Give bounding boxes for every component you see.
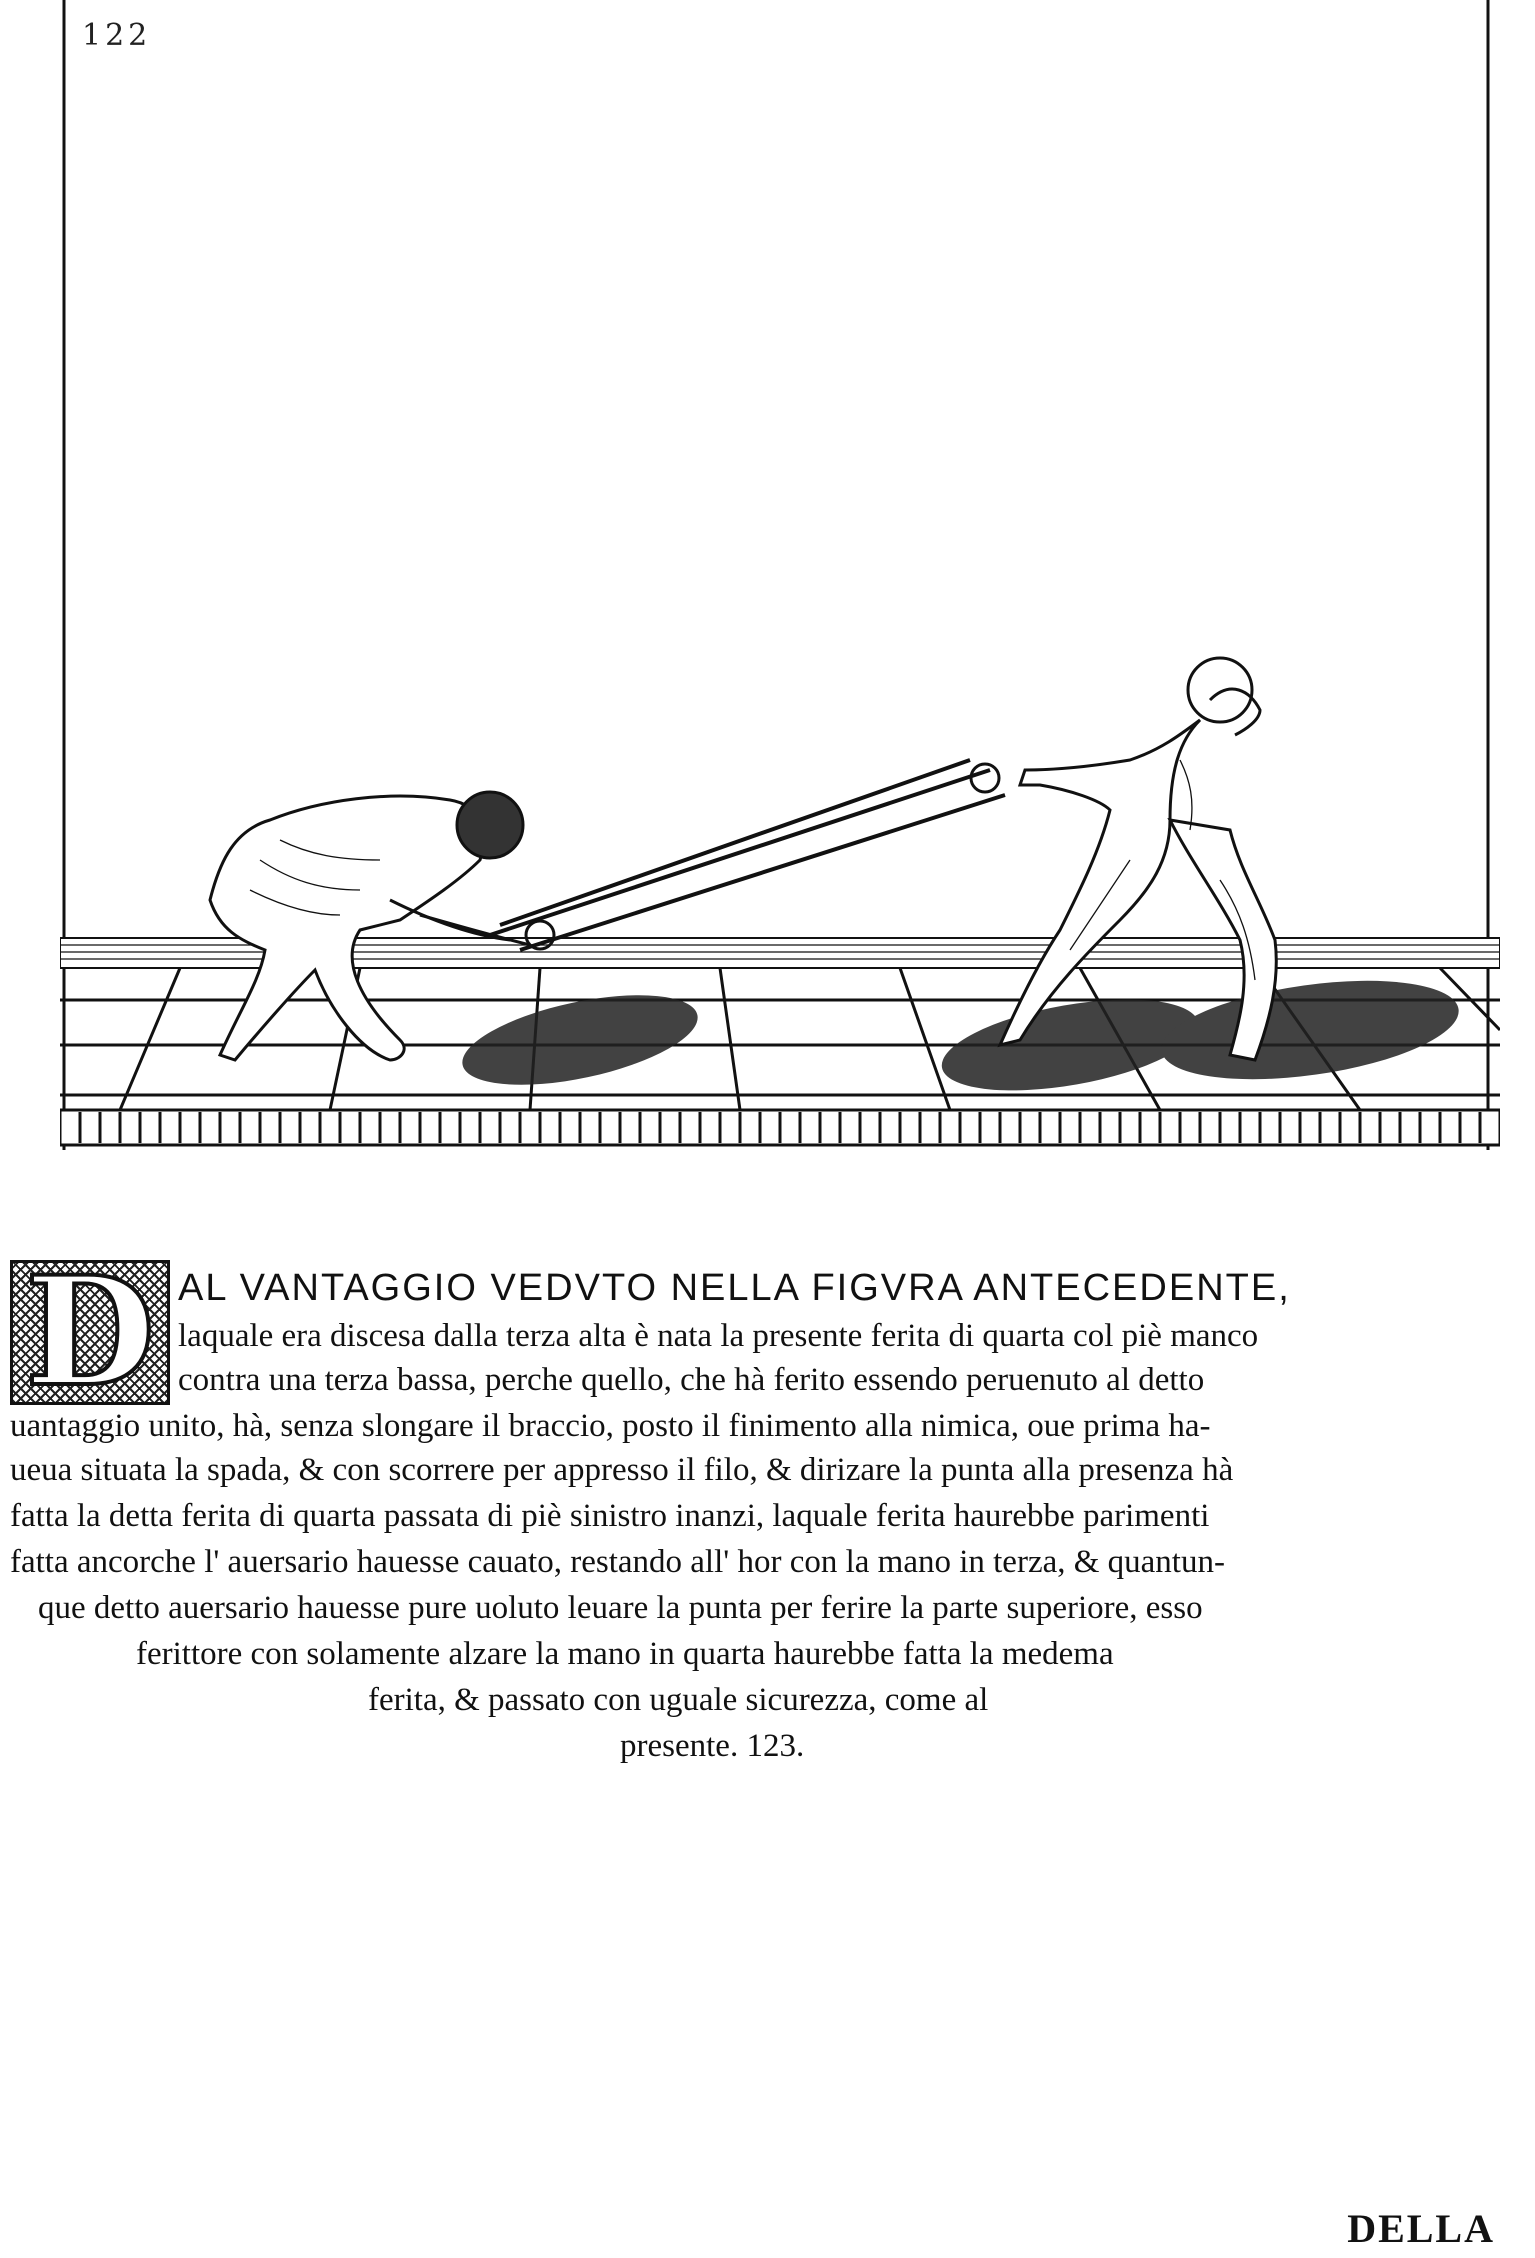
body-line: fatta la detta ferita di quarta passata di piè sinistro inanzi, laquale ferita haurebbe parimenti bbox=[10, 1498, 1210, 1534]
text-block bbox=[0, 1250, 1535, 1810]
fencing-illustration bbox=[60, 0, 1500, 1155]
body-line: laquale era discesa dalla terza alta è nata la presente ferita di quarta col piè manco bbox=[178, 1318, 1259, 1354]
page-number: 122 bbox=[82, 18, 152, 53]
body-line: que detto auersario hauesse pure uoluto leuare la punta per ferire la parte superiore, esso bbox=[38, 1590, 1203, 1626]
body-line: ferita, & passato con uguale sicurezza, come al bbox=[368, 1682, 989, 1718]
left-fencer bbox=[210, 792, 530, 1060]
body-line: ferittore con solamente alzare la mano in quarta haurebbe fatta la medema bbox=[136, 1636, 1114, 1672]
body-line: ueua situata la spada, & con scorrere per appresso il filo, & dirizare la punta alla presenza hà bbox=[10, 1452, 1234, 1488]
heading-line: AL VANTAGGIO VEDVTO NELLA FIGVRA ANTECEDENTE, bbox=[178, 1267, 1291, 1309]
swords bbox=[490, 760, 1005, 950]
engraving-plate bbox=[60, 0, 1500, 1155]
body-line: uantaggio unito, hà, senza slongare il braccio, posto il finimento alla nimica, oue prima ha- bbox=[10, 1408, 1211, 1444]
catchword: DELLA bbox=[1347, 2206, 1495, 2251]
drop-cap-letter: D bbox=[24, 1260, 156, 1405]
body-line: presente. 123. bbox=[620, 1728, 805, 1764]
decorated-initial bbox=[10, 1260, 170, 1405]
body-line: fatta ancorche l' auersario hauesse cauato, restando all' hor con la mano in terza, & quantun- bbox=[10, 1544, 1225, 1580]
body-line: contra una terza bassa, perche quello, che hà ferito essendo peruenuto al detto bbox=[178, 1362, 1205, 1398]
